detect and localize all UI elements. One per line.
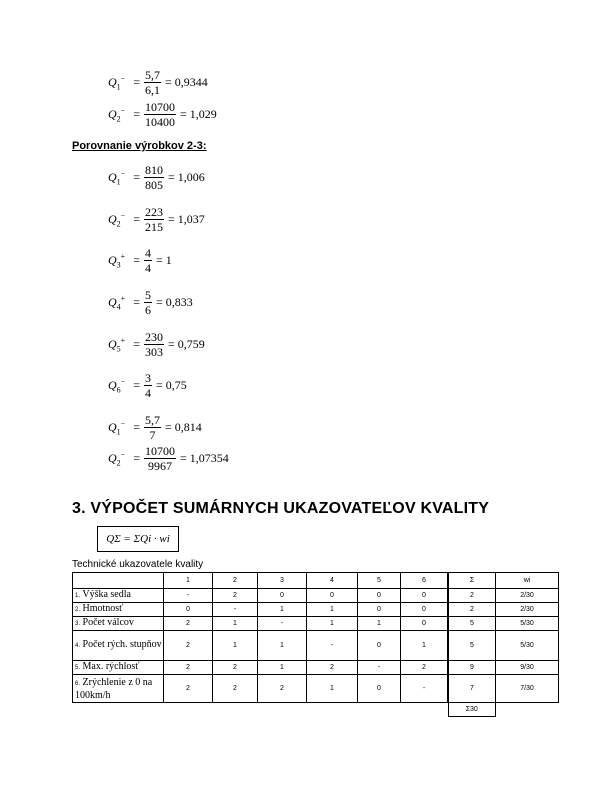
criterion-cell: 1. Výška sedla [73, 589, 164, 603]
section-title: 3. VÝPOČET SUMÁRNYCH UKAZOVATEĽOV KVALITY [72, 500, 490, 517]
criterion-cell: 5. Max. rýchlosť [73, 661, 164, 675]
header-col: 3 [258, 573, 307, 589]
header-sum: Σ [448, 573, 496, 589]
total-sum-cell: Σ30 [448, 703, 496, 717]
criterion-cell: 6. Zrýchlenie z 0 na 100km/h [73, 675, 164, 703]
table-row: 1. Výška sedla - 2 0 0 0 0 2 2/30 [73, 589, 559, 603]
equation: $Q_5^+$ = $\frac{230}{303}$ = 0,759 [108, 330, 205, 359]
pairwise-table [72, 572, 559, 717]
header-criterion [73, 573, 164, 589]
criterion-cell: 4. Počet rých. stupňov [73, 631, 164, 661]
equation-top-1: $Q_1^-$ = $\frac{5,7}{6,1}$ = 0,9344 [108, 68, 208, 97]
equation: $Q_1^-$ = $\frac{5,7}{7}$ = 0,814 [108, 413, 202, 442]
header-col: 4 [307, 573, 358, 589]
criterion-cell: 2. Hmotnosť [73, 603, 164, 617]
table-row: 5. Max. rýchlosť 2 2 1 2 - 2 9 9/30 [73, 661, 559, 675]
table-row: 2. Hmotnosť 0 - 1 1 0 0 2 2/30 [73, 603, 559, 617]
table-total-row [73, 703, 559, 717]
equation: $Q_4^+$ = $\frac{5}{6}$ = 0,833 [108, 288, 193, 317]
table-caption: Technické ukazovatele kvality [72, 559, 204, 570]
equation-top-2: $Q_2^-$ = $\frac{10700}{10400}$ = 1,029 [108, 100, 217, 129]
equation: $Q_6^-$ = $\frac{3}{4}$ = 0,75 [108, 371, 187, 400]
header-col: 1 [164, 573, 213, 589]
table-row: 6. Zrýchlenie z 0 na 100km/h 2 2 2 1 0 - 7 7/30 [73, 675, 559, 703]
equation: $Q_1^-$ = $\frac{810}{805}$ = 1,006 [108, 163, 205, 192]
table-row: 4. Počet rých. stupňov 2 1 1 - 0 1 5 5/30 [73, 631, 559, 661]
header-weight: wi [496, 573, 559, 589]
table-row: 3. Počet válcov 2 1 - 1 1 0 5 5/30 [73, 617, 559, 631]
equation: $Q_2^-$ = $\frac{223}{215}$ = 1,037 [108, 205, 205, 234]
table-header-row [73, 573, 559, 589]
formula-box: QΣ = ΣQi · wi [97, 526, 179, 552]
header-col: 2 [213, 573, 258, 589]
comparison-heading: Porovnanie výrobkov 2-3: [72, 140, 207, 152]
criterion-cell: 3. Počet válcov [73, 617, 164, 631]
equation: $Q_3^+$ = $\frac{4}{4}$ = 1 [108, 246, 172, 275]
header-col: 6 [401, 573, 449, 589]
equation: $Q_2^-$ = $\frac{10700}{9967}$ = 1,07354 [108, 444, 229, 473]
header-col: 5 [358, 573, 401, 589]
